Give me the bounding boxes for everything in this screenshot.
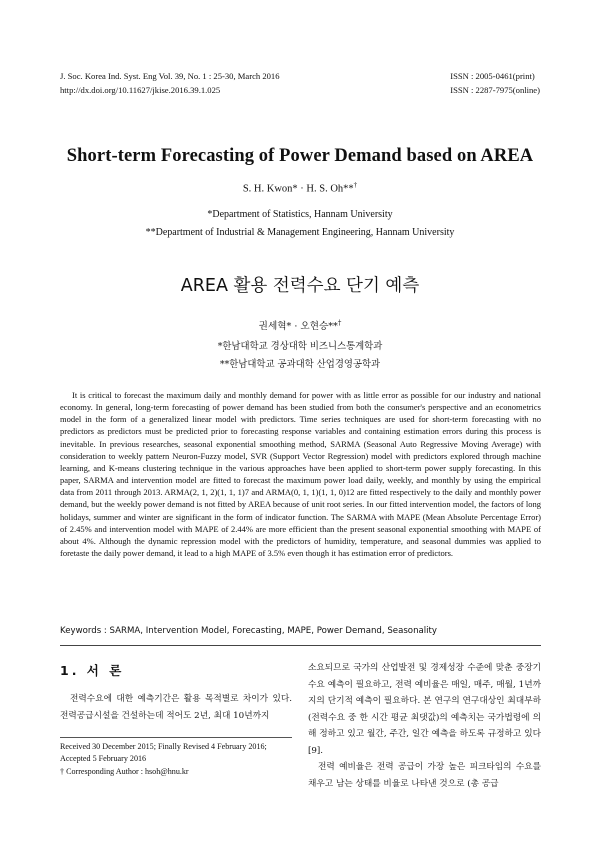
affiliation-2: **Department of Industrial & Management Engineering, Hannam University <box>145 227 455 238</box>
author-names: S. H. Kwon* · H. S. Oh** <box>242 183 354 195</box>
left-column <box>60 691 292 725</box>
corresponding-mark: † <box>353 181 358 189</box>
paper-title: Short-term Forecasting of Power Demand based on AREA <box>66 146 534 166</box>
author-list <box>0 181 600 195</box>
keywords-list: : SARMA, Intervention Model, Forecasting, MAPE, Power Demand, Seasonality <box>103 626 438 636</box>
accepted-note: Accepted 5 February 2016 <box>60 754 147 764</box>
right-column-paragraph-2: 전력 예비율은 전력 공급이 가장 높은 피크타임의 수요를 채우고 남는 상태를 비율로 나타낸 것으로 (총 공급 <box>308 762 541 789</box>
left-column-text: 전력수요에 대한 예측기간은 활용 목적별로 차이가 있다. 전력공급시설을 건설하는데 적어도 2년, 최대 10년까지 <box>60 694 292 721</box>
korean-corresponding-mark: † <box>337 318 342 327</box>
journal-citation: J. Soc. Korea Ind. Syst. Eng Vol. 39, No. 1 : 25-30, March 2016 <box>60 71 280 81</box>
doi-link[interactable]: http://dx.doi.org/10.11627/jkise.2016.39.1.025 <box>60 84 221 95</box>
footnote-rule <box>60 737 292 738</box>
issn-print: ISSN : 2005-0461(print) <box>450 71 535 81</box>
keywords-line <box>60 626 541 636</box>
korean-author-names: 권세혁* · 오현승** <box>258 321 338 332</box>
issn-online: ISSN : 2287-7975(online) <box>450 84 540 95</box>
right-column-paragraph-1: 소요되므로 국가의 산업발전 및 경제성장 수준에 맞춘 중장기 수요 예측이 필요하고, 전력 예비율은 매일, 매주, 매월, 1년까지의 단기적 예측이 필요하다. 본 연구의 연구대상인 최대부하(전력수요 중 한 시간 평균 최댓값)의 예측치는 국가법령에 의해 정하고 있고 월간, 주간, 일간 예측을 하도록 규정하고 있다[9]. <box>308 663 541 756</box>
received-note: Received 30 December 2015; Finally Revised 4 February 2016; <box>60 742 267 751</box>
right-column <box>308 660 541 792</box>
abstract-text: It is critical to forecast the maximum daily and monthly demand for power with as little error as possible for our industry and national economy. In general, long-term forecasting of power demand has been studied from both the consumer's perspective and an econometrics model in the form of a generalized linear model with predictors. Time series techniques are used for short-term forecasting with no predictors as predictors must be predicted prior to forecasting response variables and containing estimation errors during this process is inevitable. In previous researches, seasonal exponential smoothing method, SARMA (Seasonal Auto Regressive Moving Average) with consideration to weekly pattern Neuron-Fuzzy model, SVR (Support Vector Regression) model with predictors explored through machine learning, and K-means clustering technique in the various approaches have been applied to short-term power supply forecasting. In this paper, SARMA and intervention model are fitted to forecast the maximum power load daily, weekly, and monthly by using the empirical data from 2011 through 2013. ARMA(2, 1, 2)(1, 1, 1)7 and ARMA(0, 1, 1)(1, 1, 0)12 are fitted respectively to the daily and monthly power demand, but the weekly power demand is not fitted by AREA because of unit root series. In our fitted intervention model, the factors of long holidays, summer and winter are significant in the form of indicator function. The SARMA with MAPE (Mean Absolute Percentage Error) of 2.45% and intervention model with MAPE of 2.44% are more efficient than the present seasonal exponential smoothing with MAPE of about 4%. Although the dynamic repression model with the predictors of humidity, temperature, and seasonal dummies was applied to foretaste the daily power demand, it lead to a high MAPE of 3.5% even though it has estimation error of predictors. <box>60 390 541 559</box>
journal-header <box>60 70 280 97</box>
korean-affiliation-2: **한남대학교 공과대학 산업경영공학과 <box>219 359 381 370</box>
affiliation-1: *Department of Statistics, Hannam University <box>207 209 393 220</box>
section-heading: 1. 서 론 <box>60 663 125 678</box>
korean-title: AREA 활용 전력수요 단기 예측 <box>180 276 420 296</box>
korean-affiliation-1: *한남대학교 경상대학 비즈니스통계학과 <box>217 341 383 352</box>
divider <box>60 645 541 646</box>
abstract <box>60 389 541 559</box>
corresponding-author-note: † Corresponding Author : hsoh@hnu.kr <box>60 766 189 776</box>
footnotes <box>60 741 292 778</box>
issn-block <box>450 70 540 97</box>
korean-author-list <box>0 318 600 332</box>
keywords-label: Keywords <box>60 626 102 636</box>
